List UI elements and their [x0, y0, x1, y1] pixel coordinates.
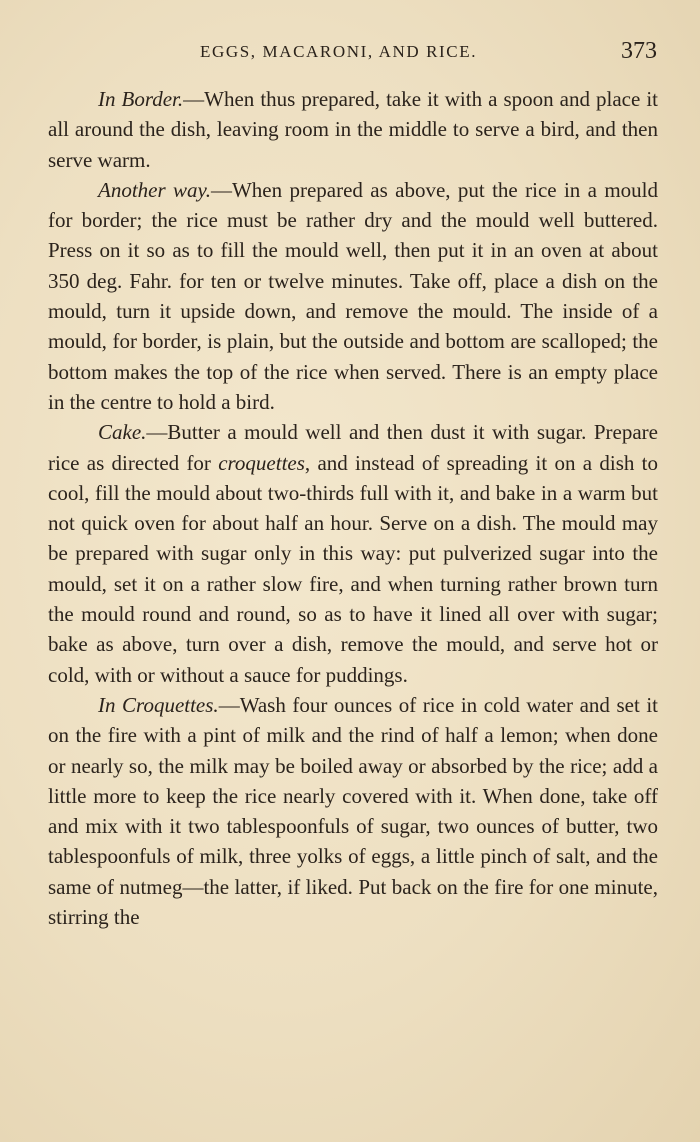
paragraph-text: , and instead of spreading it on a dish to cool, fill the mould about two-thirds full with it, and bake in a warm but not quick oven for about half an hour. Serve on a dish. The mould may be prepared with sugar only in this way: put pulverized sugar into the mould, set it on a rather slow fire, and when turning rather brown turn the mould round and round, so as to have it lined all over with sugar; bake as above, turn over a dish, remove the mould, and serve hot or cold, with or without a sauce for puddings.	[48, 450, 658, 687]
paragraph-heading: Cake.	[98, 420, 147, 445]
running-title: EGGS, MACARONI, AND RICE.	[200, 42, 478, 61]
paragraph-text: —Butter a mould well and then dust it with sugar. Prepare rice as directed for	[48, 420, 658, 475]
running-head	[0, 38, 700, 68]
paragraph-italic-term: croquettes	[218, 450, 305, 475]
paragraph-text: —When prepared as above, put the rice in a mould for border; the rice must be rather dry and the mould well buttered. Press on it so as to fill the mould well, then put it in an oven at about 350 deg. Fahr. for ten or twelve minutes. Take off, place a dish on the mould, turn it upside down, and remove the mould. The inside of a mould, for border, is plain, but the outside and bottom are scalloped; the bottom makes the top of the rice when served. There is an empty place in the centre to hold a bird.	[48, 177, 659, 414]
paragraph-cake	[48, 417, 658, 690]
paragraph-in-border	[48, 84, 658, 175]
paragraph-in-croquettes	[48, 690, 658, 932]
paragraph-text: —When thus prepared, take it with a spoon and place it all around the dish, leaving room in the middle to serve a bird, and then serve warm.	[48, 87, 658, 172]
paragraph-heading: Another way.	[98, 177, 211, 202]
paragraph-heading: In Border.	[98, 87, 184, 111]
page-number: 373	[621, 38, 657, 64]
paragraph-another-way	[48, 175, 658, 417]
body-text	[48, 84, 658, 932]
paragraph-text: —Wash four ounces of rice in cold water and set it on the fire with a pint of milk and the rind of half a lemon; when done or nearly so, the milk may be boiled away or absorbed by the rice; add a little more to keep the rice nearly covered with it. When done, take off and mix with it two tablespoonfuls of sugar, two ounces of butter, two tablespoonfuls of milk, three yolks of eggs, a little pinch of salt, and the same of nutmeg—the latter, if liked. Put back on the fire for one minute, stirring the	[48, 692, 658, 930]
paragraph-heading: In Croquettes.	[98, 692, 219, 717]
